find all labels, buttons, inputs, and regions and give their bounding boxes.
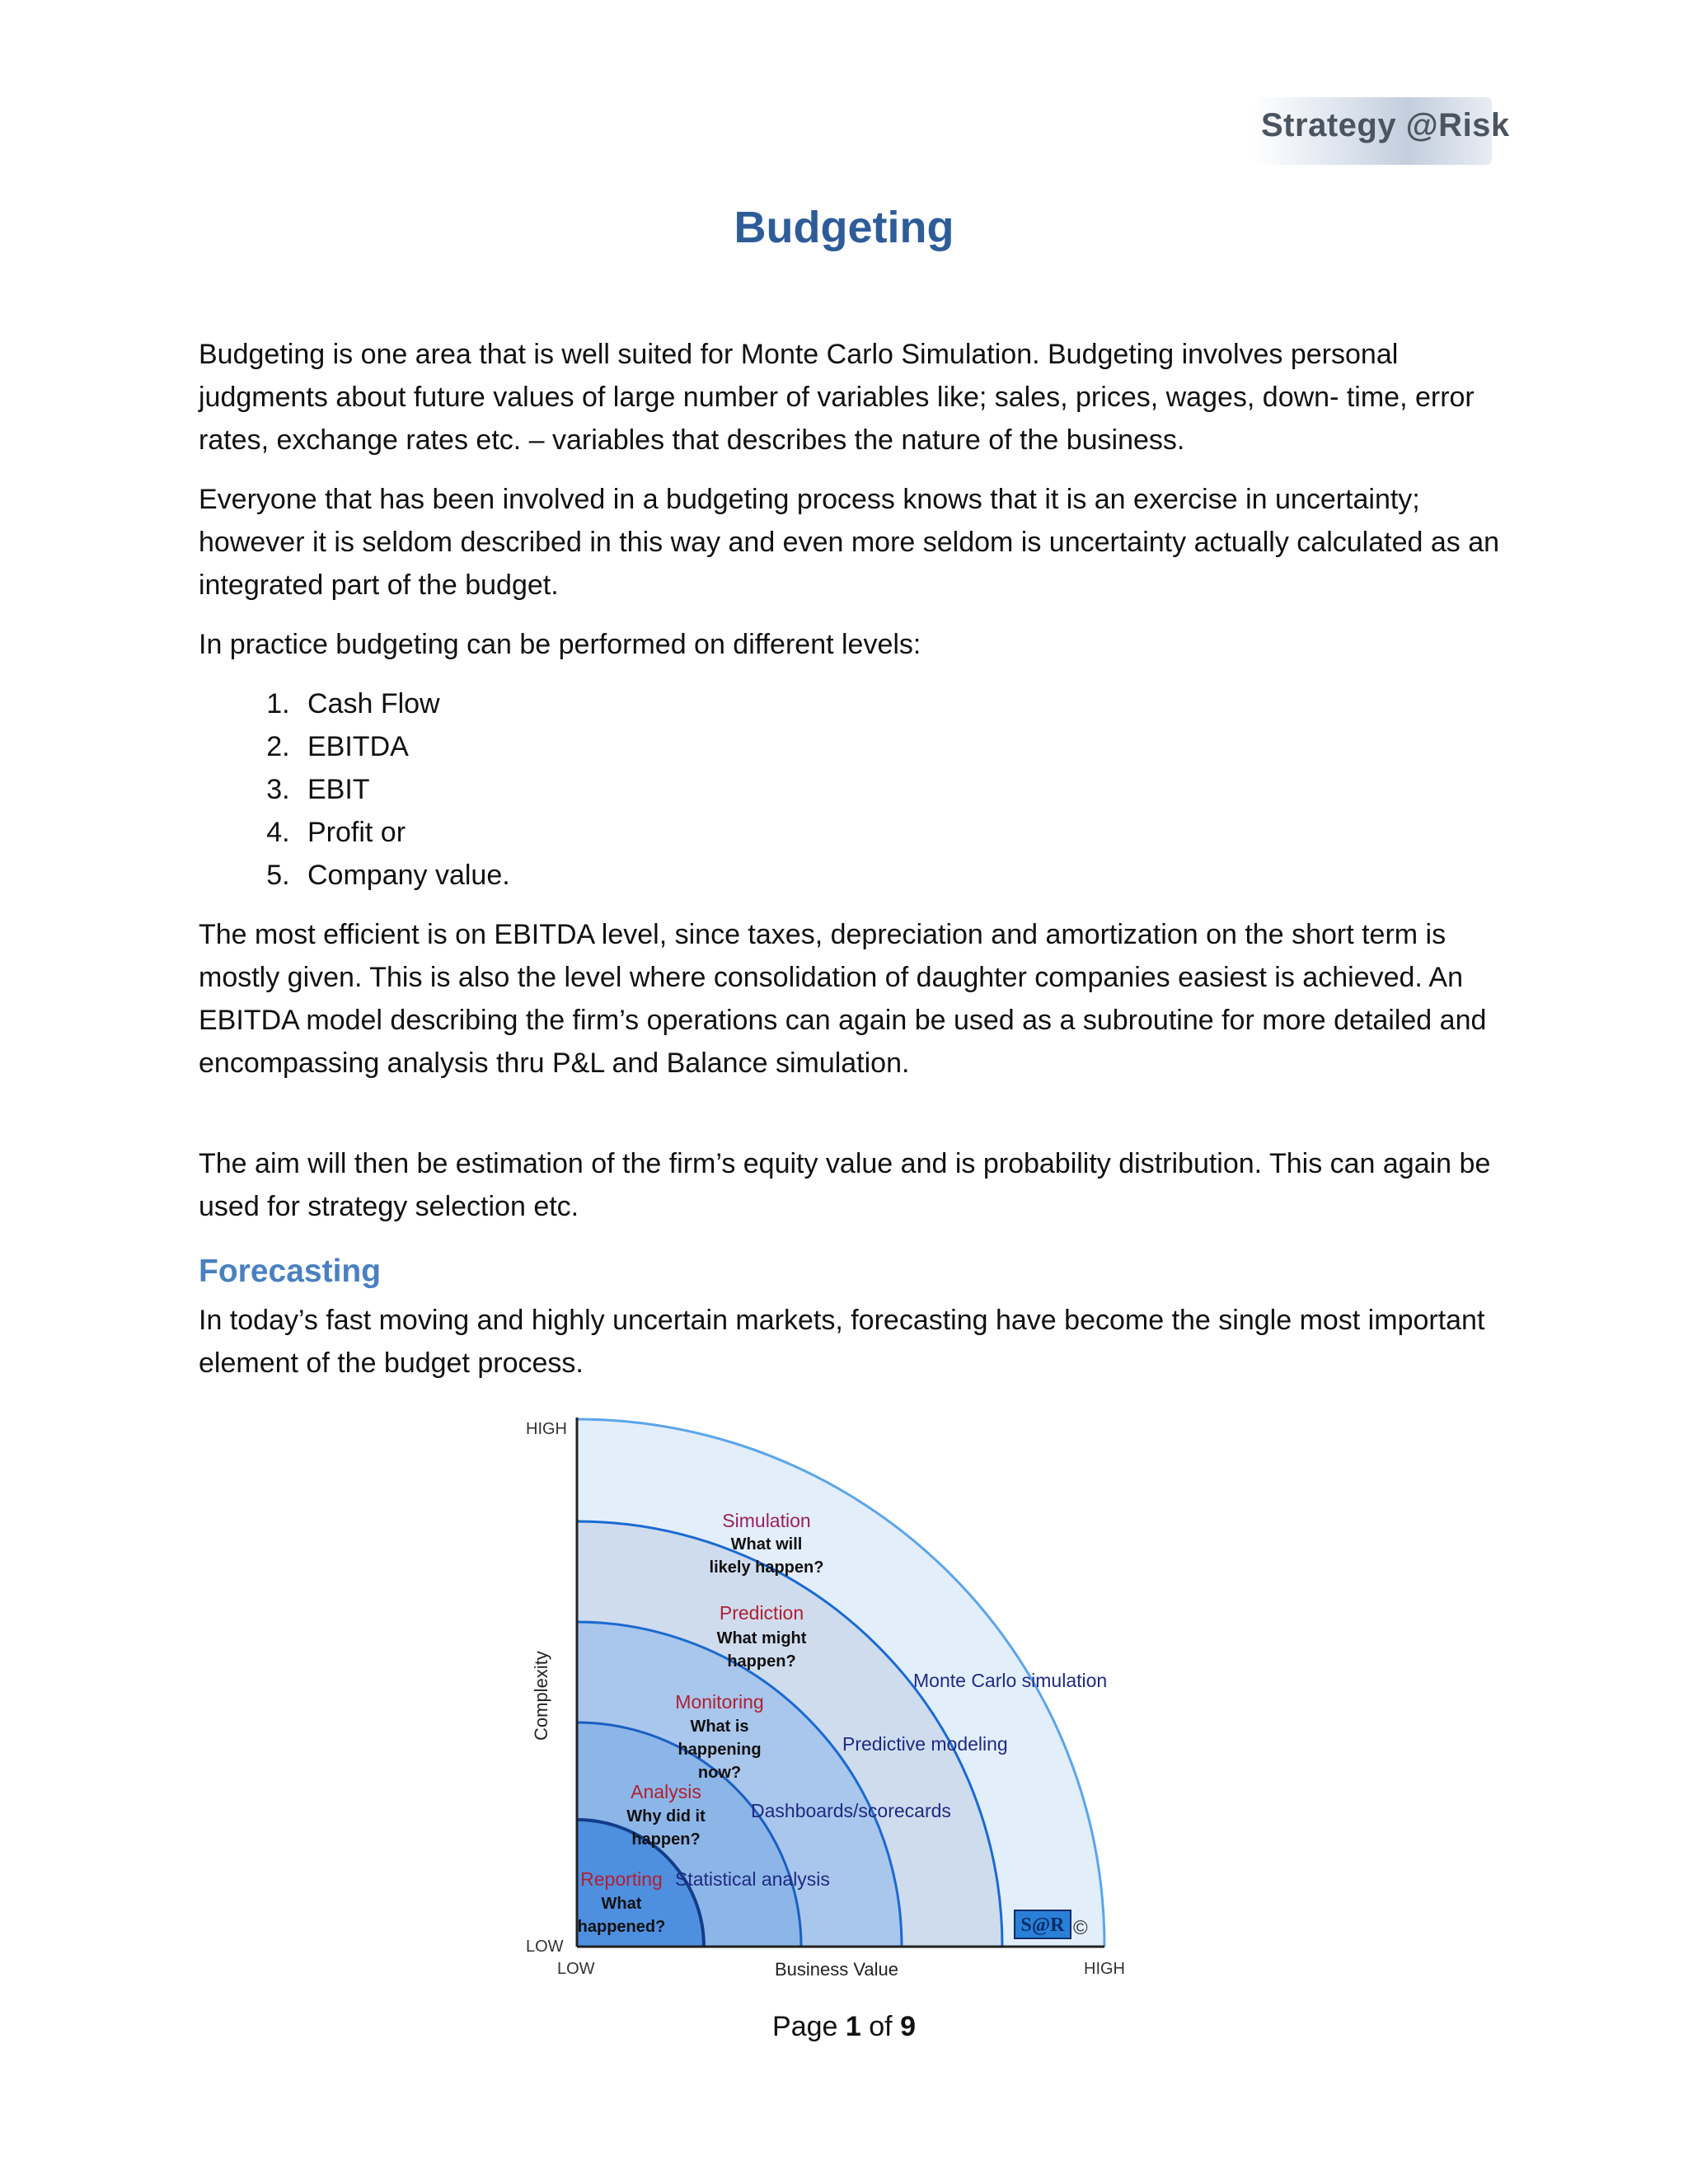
company-logo	[1253, 97, 1510, 165]
footer-page-number: 1	[845, 2011, 861, 2042]
stage-reporting-question: What	[601, 1895, 642, 1913]
y-axis-high-label: HIGH	[526, 1420, 567, 1438]
sar-badge-text: S@R	[1020, 1915, 1065, 1936]
x-axis-high-label: HIGH	[1084, 1960, 1125, 1978]
analytics-maturity-diagram	[511, 1418, 1137, 1994]
stage-prediction-question: What might	[716, 1629, 807, 1647]
paragraph-forecasting: In today’s fast moving and highly uncertain markets, forecasting have become the single most important element of the budget process.	[199, 1305, 1485, 1379]
method-predictive-modeling: Predictive modeling	[842, 1733, 1008, 1755]
list-item: 3. EBIT	[298, 768, 1501, 811]
paragraph-aim: The aim will then be estimation of the firm’s equity value and is probability distribution. This can again be used for strategy selection etc.	[199, 1148, 1491, 1222]
paragraph-ebitda: The most efficient is on EBITDA level, since taxes, depreciation and amortization on the short term is mostly given. This is also the level where consolidation of daughter companies easiest is achieved. An EBITDA model describing the firm’s operations can again be used as a subroutine for more detailed and encompassing analysis thru P&L and Balance simulation.	[199, 919, 1487, 1079]
paragraph-levels-intro: In practice budgeting can be performed on different levels:	[199, 629, 921, 660]
stage-analysis-question: Why did it	[626, 1807, 706, 1825]
page-footer	[0, 2011, 1688, 2043]
method-monte-carlo: Monte Carlo simulation	[913, 1670, 1108, 1691]
stage-monitoring-question: now?	[697, 1764, 742, 1782]
list-item: 5. Company value.	[298, 854, 1501, 897]
stage-reporting-question: happened?	[577, 1918, 666, 1936]
stage-analysis-label: Analysis	[631, 1781, 701, 1802]
stage-monitoring-question: happening	[678, 1741, 762, 1759]
document-body	[199, 333, 1501, 1401]
footer-prefix: Page	[772, 2011, 838, 2042]
stage-reporting-label: Reporting	[580, 1868, 663, 1890]
list-item: 2. EBITDA	[298, 725, 1501, 768]
stage-simulation-label: Simulation	[722, 1510, 811, 1531]
list-item: 1. Cash Flow	[298, 682, 1501, 725]
stage-monitoring-label: Monitoring	[675, 1691, 764, 1713]
y-axis-low-label: LOW	[526, 1938, 564, 1956]
x-axis-low-label: LOW	[557, 1960, 595, 1978]
method-dashboards: Dashboards/scorecards	[751, 1800, 951, 1821]
stage-simulation-question: likely happen?	[709, 1558, 824, 1577]
levels-list	[199, 682, 1501, 897]
stage-monitoring-question: What is	[690, 1718, 749, 1736]
paragraph-uncertainty: Everyone that has been involved in a budgeting process knows that it is an exercise in uncertainty; however it is seldom described in this way and even more seldom is uncertainty actually calculated as an integrated part of the budget.	[199, 484, 1500, 601]
list-item: 4. Profit or	[298, 811, 1501, 854]
logo-text: Strategy @Risk	[1261, 107, 1510, 143]
paragraph-intro: Budgeting is one area that is well suited for Monte Carlo Simulation. Budgeting involves personal judgments about future values of large number of variables like; sales, prices, wages, down- time, error rates, exchange rates etc. – variables that describes the nature of the business.	[199, 339, 1475, 456]
footer-of: of	[869, 2011, 893, 2042]
diagram-svg	[511, 1418, 1137, 1994]
x-axis-title: Business Value	[775, 1959, 899, 1980]
footer-page-total: 9	[900, 2011, 916, 2042]
stage-simulation-question: What will	[730, 1535, 803, 1554]
stage-analysis-question: happen?	[631, 1830, 701, 1849]
y-axis-title: Complexity	[531, 1651, 551, 1741]
stage-prediction-label: Prediction	[719, 1602, 804, 1624]
section-heading-forecasting: Forecasting	[199, 1254, 382, 1289]
method-statistical-analysis: Statistical analysis	[675, 1868, 830, 1890]
page-title: Budgeting	[734, 203, 954, 252]
copyright-mark: ©	[1073, 1917, 1088, 1939]
stage-prediction-question: happen?	[727, 1652, 796, 1671]
